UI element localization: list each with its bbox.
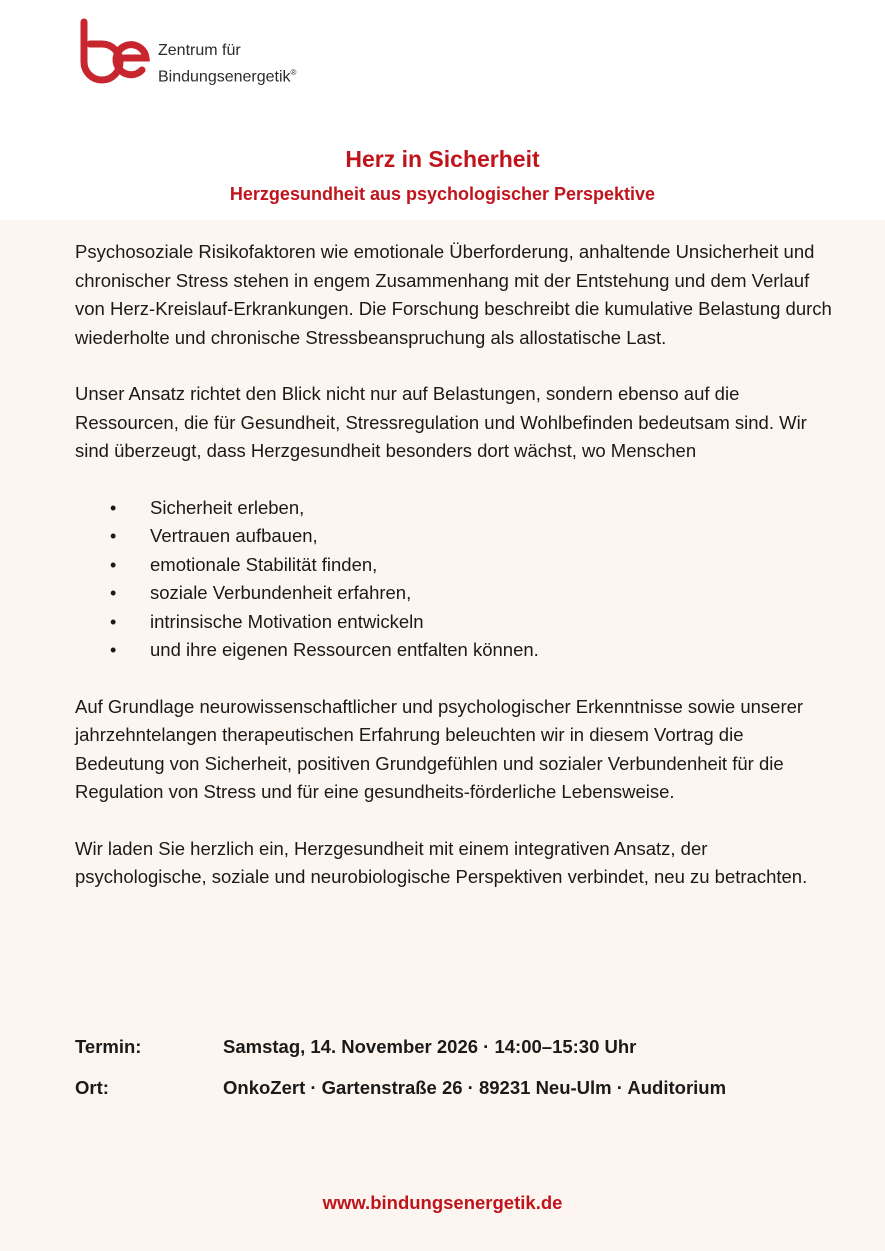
list-item-text: soziale Verbundenheit erfahren, — [150, 582, 412, 603]
event-details — [75, 1036, 835, 1118]
intro-paragraph: Psychosoziale Risikofaktoren wie emotionale Überforderung, anhaltende Unsicherheit und chronischer Stress stehen in engem Zusammenhang mit der Entstehung und dem Verlauf von Herz-Kreislauf-Erkrankungen. Die Forschung beschreibt die kumulative Belastung durch wiederholte und chronische Stressbeanspruchung als allostatische Last. — [75, 241, 832, 348]
list-item — [75, 494, 835, 523]
place-label: Ort: — [75, 1077, 109, 1098]
main-content — [75, 238, 835, 920]
list-item-text: und ihre eigenen Ressourcen entfalten können. — [150, 639, 539, 660]
list-item-text: intrinsische Motivation entwickeln — [150, 610, 424, 632]
place-value: OnkoZert · Gartenstraße 26 · 89231 Neu-Ulm · Auditorium — [223, 1077, 727, 1098]
list-item-text: Vertrauen aufbauen, — [150, 525, 318, 546]
event-date-row — [75, 1036, 835, 1077]
page-title: Herz in Sicherheit — [345, 146, 540, 172]
page-subtitle: Herzgesundheit aus psychologischer Perspektive — [229, 184, 656, 204]
approach-paragraph: Unser Ansatz richtet den Blick nicht nur auf Belastungen, sondern ebenso auf die Ressourcen, die für Gesundheit, Stressregulation und Wohlbefinden bedeutsam sind. Wir sind überzeugt, dass Herzgesundheit besonders dort wächst, wo Menschen — [75, 383, 807, 461]
date-value: Samstag, 14. November 2026 · 14:00–15:30 Uhr — [223, 1036, 637, 1057]
bullet-icon: • — [110, 497, 117, 518]
logo-line2-text: Bindungsenergetik — [158, 68, 291, 86]
list-item-text: Sicherheit erleben, — [150, 496, 305, 518]
date-label: Termin: — [75, 1036, 142, 1057]
event-place-row — [75, 1077, 835, 1118]
bullet-icon: • — [110, 611, 117, 632]
logo-be-mark — [76, 18, 152, 84]
website-link[interactable]: www.bindungsenergetik.de — [322, 1192, 563, 1213]
list-item-text: emotionale Stabilität finden, — [150, 553, 378, 575]
list-item — [75, 608, 835, 637]
logo-line1: Zentrum für — [158, 42, 241, 59]
logo — [76, 18, 336, 88]
bullet-icon: • — [110, 526, 117, 546]
list-item — [75, 551, 835, 580]
header — [0, 0, 885, 220]
list-item — [75, 636, 835, 665]
list-item — [75, 522, 835, 551]
bullet-icon: • — [110, 640, 117, 660]
logo-line2 — [158, 62, 296, 88]
talk-paragraph: Auf Grundlage neurowissenschaftlicher und psychologischer Erkenntnisse sowie unserer jahrzehntelangen therapeutischen Erfahrung beleuchten wir in diesem Vortrag die Bedeutung von Sicherheit, positiven Grundgefühlen und sozialer Verbundenheit für die Regulation von Stress und für eine gesundheits-förderliche Lebensweise. — [75, 695, 804, 802]
bullet-icon: • — [110, 583, 117, 603]
resources-list — [75, 494, 835, 665]
invitation-paragraph: Wir laden Sie herzlich ein, Herzgesundheit mit einem integrativen Ansatz, der psychologische, soziale und neurobiologische Perspektiven verbindet, neu zu betrachten. — [75, 837, 808, 887]
bullet-icon: • — [110, 554, 117, 575]
list-item — [75, 579, 835, 608]
logo-wordmark — [158, 40, 296, 88]
registered-mark: ® — [290, 68, 297, 77]
